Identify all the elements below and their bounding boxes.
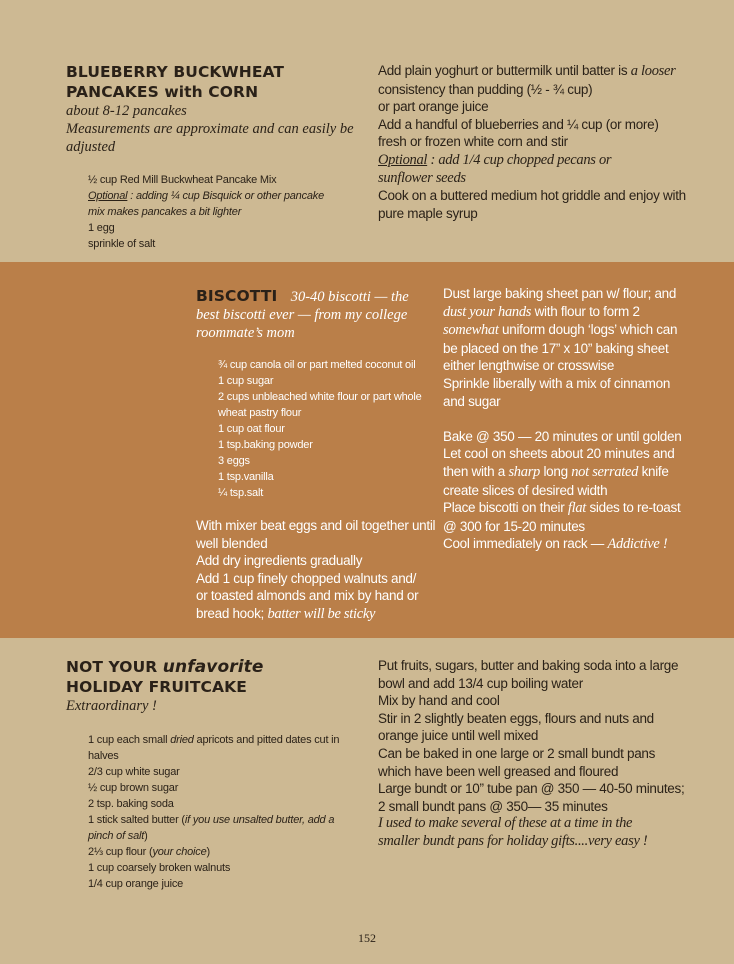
ingredient: 2 tsp. baking soda (88, 798, 174, 810)
pancakes-ingredients (88, 172, 328, 252)
step: Can be baked in one large or 2 small bundt pans (378, 745, 656, 761)
fruitcake-title-line1 (66, 657, 366, 677)
biscotti-title-row (196, 286, 426, 306)
pancakes-steps (378, 62, 708, 222)
ingredient: 1 egg (88, 222, 115, 234)
ingredient: ½ cup brown sugar (88, 782, 179, 794)
pancakes-title-line1: BLUEBERRY BUCKWHEAT (66, 63, 285, 81)
step-emphasis: dust your hands (443, 303, 532, 320)
step: or part orange juice (378, 99, 489, 115)
step-text: Place biscotti on their (443, 500, 568, 516)
ingredient (88, 812, 358, 844)
step-emphasis: somewhat (443, 322, 499, 339)
step: Let cool on sheets about 20 minutes and (443, 446, 675, 462)
page-number: 152 (358, 931, 376, 945)
step (443, 535, 713, 554)
step: I used to make several of these at a time in the (378, 815, 633, 832)
step: Stir in 2 slightly beaten eggs, flours and nuts and (378, 710, 654, 726)
step-text: Cool immediately on rack — (443, 536, 608, 552)
ingredient: 1 cup coarsely broken walnuts (88, 862, 231, 874)
step-text: Add plain yoghurt or buttermilk until batter is (378, 63, 631, 78)
ingredient-emphasis: dried (170, 734, 194, 746)
step: Large bundt or 10” tube pan @ 350 — 40-50 minutes; (378, 781, 685, 797)
step-emphasis: : add 1/4 cup chopped pecans or (427, 151, 612, 168)
step: Add a handful of blueberries and ¼ cup (or more) (378, 116, 659, 132)
step-emphasis: a looser (630, 63, 676, 79)
step-text: then with a (443, 463, 509, 479)
ingredient-emphasis: your choice (152, 846, 207, 858)
title-emphasis: unfavorite (162, 657, 264, 677)
biscotti-header (196, 286, 426, 342)
optional-label: Optional (378, 151, 428, 168)
step: well blended (196, 535, 268, 551)
step-text: uniform dough ‘logs’ which can (498, 322, 678, 338)
step: Add dry ingredients gradually (196, 553, 363, 569)
ingredient: wheat pastry flour (218, 407, 302, 419)
ingredient-text: 2⅓ cup flour ( (88, 846, 153, 858)
ingredient (88, 732, 358, 764)
biscotti-title: BISCOTTI (196, 287, 278, 305)
step: smaller bundt pans for holiday gifts....very easy ! (378, 832, 648, 849)
fruitcake-header (66, 657, 366, 715)
step: @ 300 for 15-20 minutes (443, 518, 585, 534)
biscotti-right-steps (443, 285, 713, 554)
step (378, 62, 708, 81)
step: Dust large baking sheet pan w/ flour; and (443, 286, 677, 301)
ingredient-text: ) (206, 846, 210, 858)
step (378, 151, 708, 170)
fruitcake-ingredients (88, 732, 358, 892)
ingredient-text: ) (144, 830, 148, 842)
ingredient (88, 844, 358, 860)
step: Add 1 cup finely chopped walnuts and/ (196, 570, 417, 586)
ingredient: ½ cup Red Mill Buckwheat Pancake Mix (88, 174, 277, 186)
step (443, 321, 713, 340)
step-emphasis: Addictive ! (607, 536, 668, 553)
pancakes-yield: about 8-12 pancakes (66, 103, 187, 119)
ingredient: 2 cups unbleached white flour or part whole (218, 391, 422, 403)
step (196, 605, 436, 624)
ingredient: 2/3 cup white sugar (88, 766, 180, 778)
ingredient-text: apricots and pitted dates cut in halves (88, 734, 340, 762)
step-emphasis: batter will be sticky (267, 605, 376, 622)
step: or toasted almonds and mix by hand or (196, 588, 419, 604)
ingredient: 3 eggs (218, 455, 250, 467)
step: which have been well greased and floured (378, 763, 619, 779)
step: orange juice until well mixed (378, 728, 539, 744)
step: bowl and add 13/4 cup boiling water (378, 675, 583, 691)
step (443, 499, 713, 518)
ingredient: 1 cup sugar (218, 375, 274, 387)
step: sunflower seeds (378, 169, 466, 186)
title-text: NOT YOUR (66, 658, 163, 676)
pancakes-note: Measurements are approximate and can easily be adjusted (66, 121, 354, 155)
biscotti-subtitle-3: roommate’s mom (196, 325, 295, 341)
biscotti-ingredients (218, 357, 428, 501)
step-text: sides to re-toast (586, 500, 681, 516)
step: Bake @ 350 — 20 minutes or until golden (443, 428, 682, 444)
step-text: knife (638, 463, 669, 479)
pancakes-header (66, 62, 366, 156)
ingredient-optional-text: : adding ¼ cup Bisquick or other pancake mix makes pancakes a bit lighter (88, 190, 325, 218)
ingredient: 1/4 cup orange juice (88, 878, 184, 890)
biscotti-left-steps (196, 517, 436, 624)
step-emphasis: flat (567, 500, 587, 517)
fruitcake-tagline: Extraordinary ! (66, 698, 157, 714)
step: 2 small bundt pans @ 350— 35 minutes (378, 798, 608, 814)
pancakes-title-line2: PANCAKES with CORN (66, 83, 259, 101)
optional-label: Optional (88, 190, 128, 202)
spacer (443, 410, 713, 428)
step-emphasis: not serrated (571, 463, 639, 480)
step: Mix by hand and cool (378, 693, 500, 709)
fruitcake-title-line2: HOLIDAY FRUITCAKE (66, 678, 247, 696)
step: consistency than pudding (½ - ¾ cup) (378, 81, 593, 97)
step-emphasis: sharp (508, 463, 540, 480)
step-text: long (540, 463, 572, 479)
ingredient: ¾ cup canola oil or part melted coconut oil (218, 359, 416, 371)
step: With mixer beat eggs and oil together until (196, 518, 436, 533)
ingredient: ¼ tsp.salt (218, 487, 264, 499)
fruitcake-steps (378, 657, 708, 851)
step (443, 463, 713, 482)
biscotti-subtitle-1: 30-40 biscotti — the (290, 289, 409, 305)
step (443, 303, 713, 322)
ingredient: sprinkle of salt (88, 238, 156, 250)
biscotti-subtitle-2: best biscotti ever — from my college (196, 307, 408, 323)
step: Put fruits, sugars, butter and baking soda into a large (378, 658, 679, 673)
ingredient: 1 tsp.baking powder (218, 439, 313, 451)
ingredient-emphasis: if you use unsalted butter, add a pinch of salt (88, 814, 335, 842)
ingredient (88, 188, 328, 220)
step: be placed on the 17” x 10” baking sheet (443, 340, 669, 356)
ingredient: 1 tsp.vanilla (218, 471, 274, 483)
step-text: with flour to form 2 (531, 303, 640, 319)
step: create slices of desired width (443, 482, 608, 498)
step: pure maple syrup (378, 205, 478, 221)
ingredient: 1 cup oat flour (218, 423, 285, 435)
step: Sprinkle liberally with a mix of cinnamon (443, 375, 671, 391)
ingredient-text: 1 stick salted butter ( (88, 814, 185, 826)
step: and sugar (443, 393, 501, 409)
step: Cook on a buttered medium hot griddle and enjoy with (378, 188, 686, 204)
ingredient-text: 1 cup each small (88, 734, 171, 746)
step: fresh or frozen white corn and stir (378, 134, 568, 150)
step-text: bread hook; (196, 605, 268, 621)
step: either lengthwise or crosswise (443, 358, 615, 374)
